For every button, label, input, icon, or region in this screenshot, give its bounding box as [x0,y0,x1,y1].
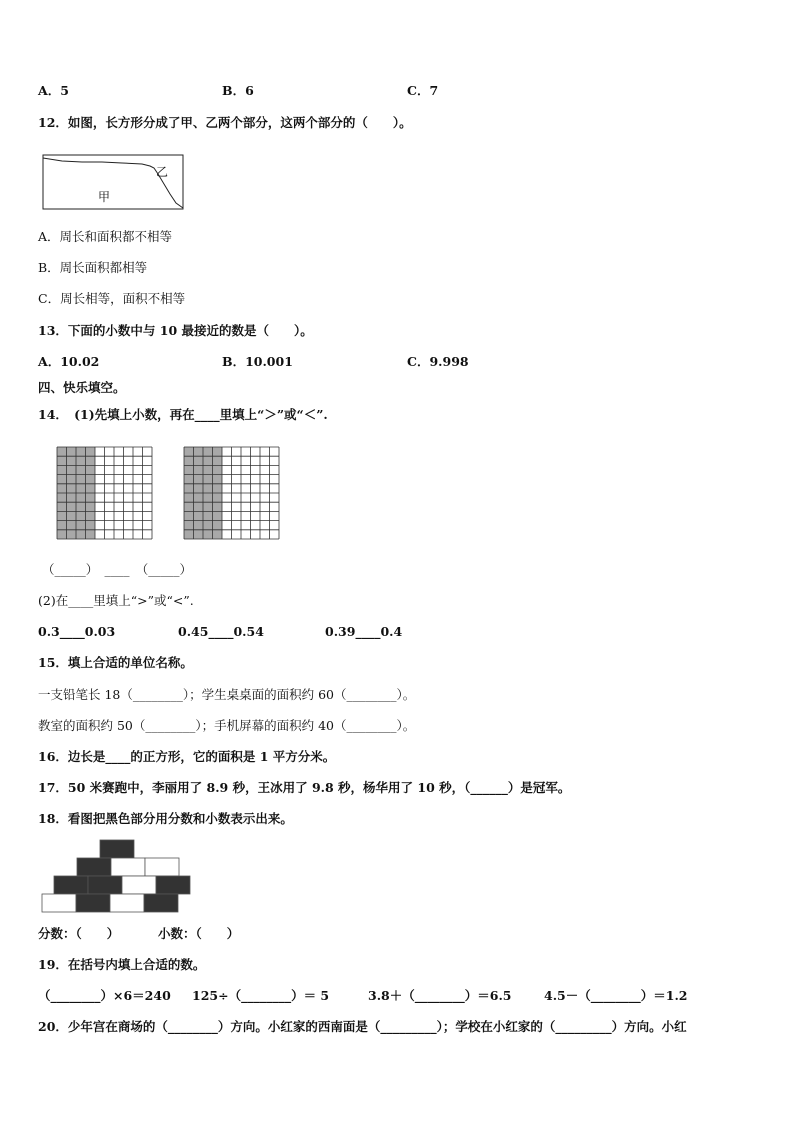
option-b: B．6 [222,83,254,98]
hundred-grid-1 [57,447,153,540]
part-2-instruction: (2)在____里填上“>”或“<”. [38,593,194,608]
equation-3: 3.8＋（________）＝6.5 [368,988,512,1003]
option-c: C．7 [407,83,439,98]
question-14-stem: 14． (1)先填上小数，再在____里填上“＞”或“＜”. [38,407,328,422]
answer-blanks: （_____） ____ （_____） [42,562,193,577]
decimal-answer: 小数：（ ） [158,926,240,941]
comparison-2: 0.45____0.54 [178,624,264,639]
equation-2: 125÷（________）＝ 5 [192,988,330,1003]
section-heading: 四、快乐填空。 [38,380,126,395]
dark-brick [88,876,122,894]
white-brick [145,858,179,876]
white-brick [111,858,145,876]
fraction-answer: 分数：（ ） [38,926,120,941]
comparison-3: 0.39____0.4 [325,624,403,639]
option-c: C．周长相等，面积不相等 [38,291,186,306]
question-12-stem: 12．如图，长方形分成了甲、乙两个部分，这两个部分的（ ）。 [38,115,412,130]
dark-brick [54,876,88,894]
dark-brick [77,858,111,876]
question-16: 16．边长是____的正方形，它的面积是 1 平方分米。 [38,749,336,764]
question-15-line-1: 一支铅笔长 18（________）；学生桌桌面的面积约 60（________）。 [38,687,416,702]
question-20: 20．少年宫在商场的（________）方向。小红家的西南面是（_________）；学校在小红家的（_________）方向。小红 [38,1019,687,1034]
equation-1: （________）×6＝240 [38,988,171,1003]
comparison-1: 0.3____0.03 [38,624,116,639]
dark-brick [100,840,134,858]
question-19-stem: 19．在括号内填上合适的数。 [38,957,206,972]
equation-4: 4.5－（________）＝1.2 [544,988,688,1003]
brick-pyramid-figure [42,840,180,912]
option-a: A．5 [38,83,69,98]
dark-brick [76,894,110,912]
question-17: 17．50 米赛跑中，李丽用了 8.9 秒，王冰用了 9.8 秒，杨华用了 10 秒，（______）是冠军。 [38,780,571,795]
label-yi: 乙 [156,165,169,179]
option-b: B．10.001 [222,354,293,369]
option-a: A．周长和面积都不相等 [38,229,173,244]
dark-brick [144,894,178,912]
question-15-stem: 15．填上合适的单位名称。 [38,655,193,670]
question-13-stem: 13．下面的小数中与 10 最接近的数是（ ）。 [38,323,313,338]
white-brick [110,894,144,912]
white-brick [42,894,76,912]
white-brick [122,876,156,894]
option-c: C．9.998 [407,354,469,369]
label-jia: 甲 [98,190,111,204]
hundred-grid-2 [184,447,280,540]
option-b: B．周长面积都相等 [38,260,148,275]
option-a: A．10.02 [38,354,100,369]
question-18-stem: 18．看图把黑色部分用分数和小数表示出来。 [38,811,293,826]
question-15-line-2: 教室的面积约 50（________）；手机屏幕的面积约 40（________）。 [38,718,416,733]
dark-brick [156,876,190,894]
